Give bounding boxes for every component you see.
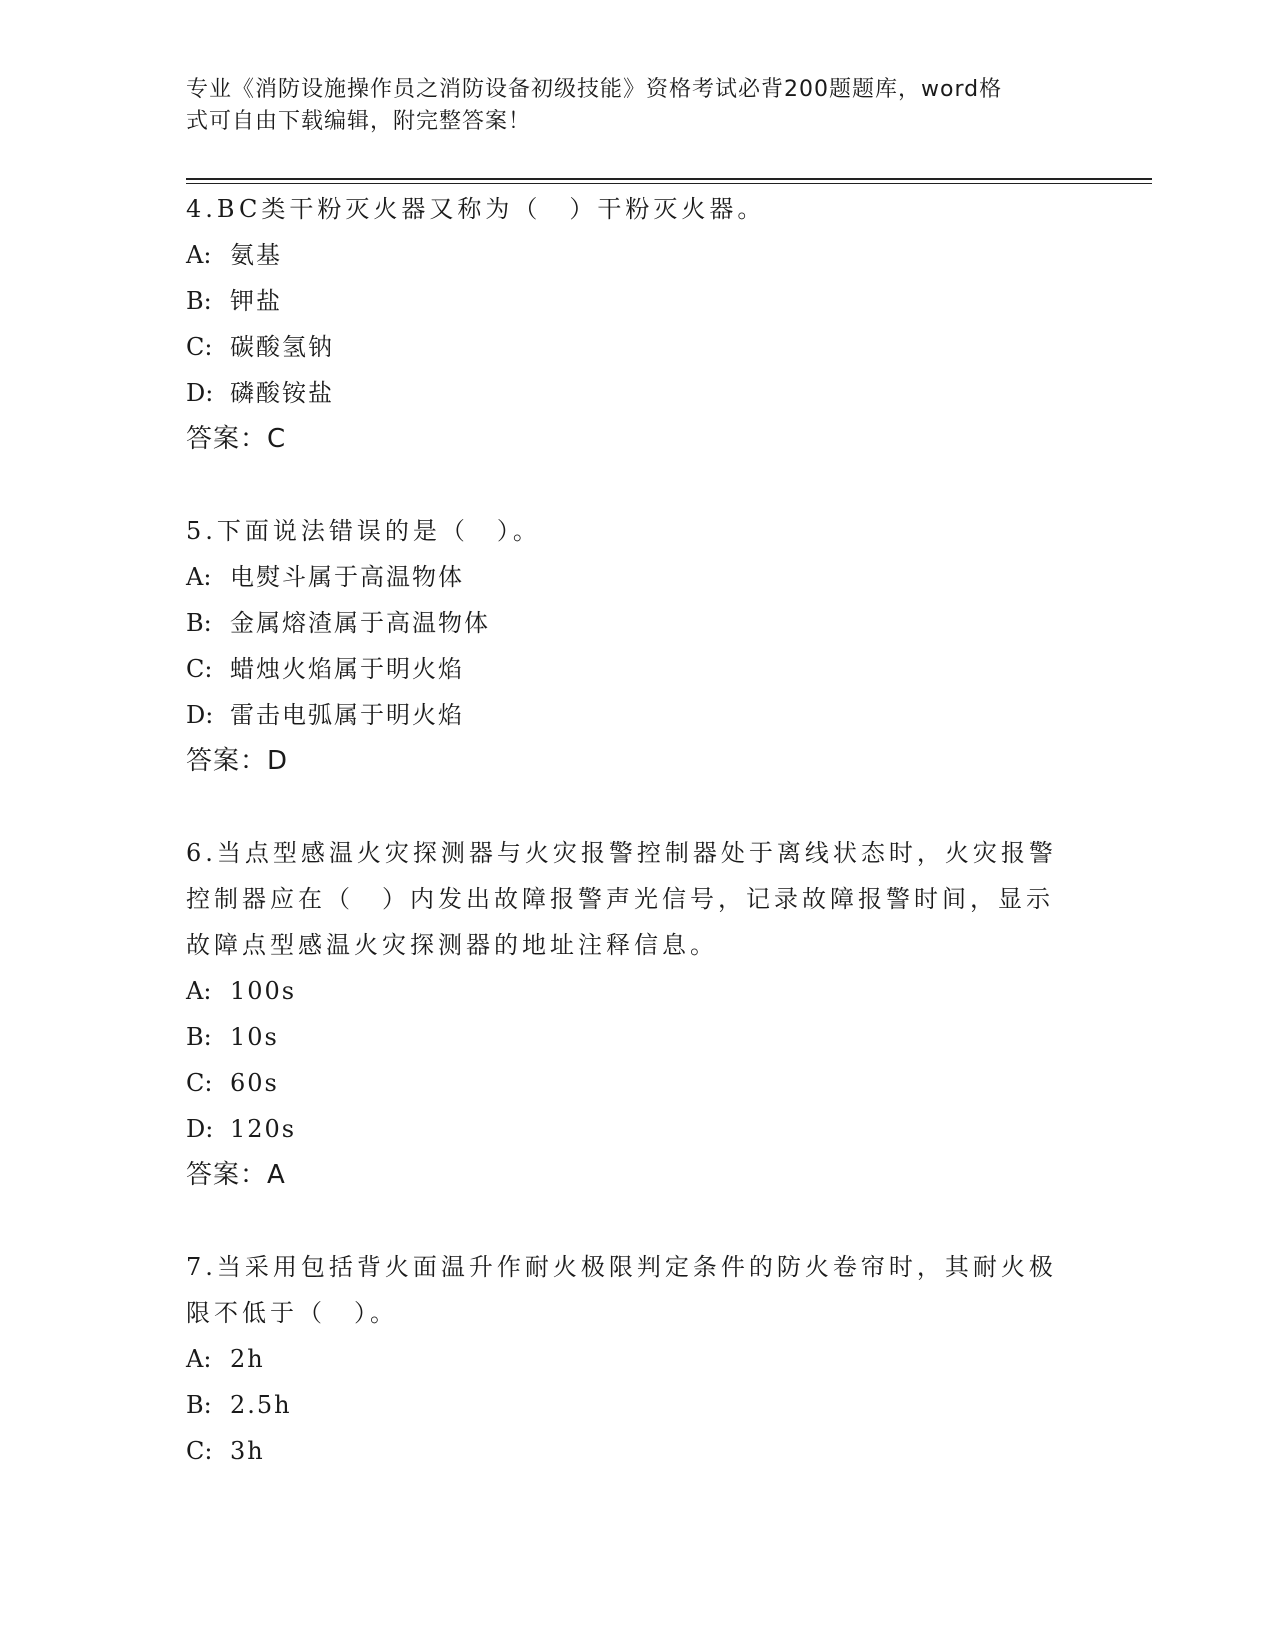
option-label: A: bbox=[186, 1345, 212, 1373]
option-label: B: bbox=[186, 1391, 212, 1419]
option-label: D: bbox=[186, 1115, 214, 1143]
option-text: 100s bbox=[230, 977, 297, 1005]
option-label: B: bbox=[186, 1023, 212, 1051]
option-text: 3h bbox=[230, 1437, 265, 1465]
option-b bbox=[186, 600, 1066, 646]
option-text: 钾盐 bbox=[230, 287, 282, 315]
option-label: B: bbox=[186, 609, 212, 637]
header-line-2: 式可自由下载编辑，附完整答案！ bbox=[186, 109, 532, 134]
option-label: D: bbox=[186, 379, 214, 407]
option-text: 10s bbox=[230, 1023, 279, 1051]
option-a bbox=[186, 232, 1066, 278]
option-label: C: bbox=[186, 655, 213, 683]
spacer bbox=[186, 1198, 1066, 1244]
option-text: 120s bbox=[230, 1115, 297, 1143]
question-4 bbox=[186, 186, 1066, 462]
question-text: 5.下面说法错误的是（ ）。 bbox=[186, 517, 541, 545]
question-6 bbox=[186, 830, 1066, 1198]
document-header bbox=[186, 74, 1066, 138]
option-d bbox=[186, 370, 1066, 416]
option-b bbox=[186, 1382, 1066, 1428]
option-a bbox=[186, 1336, 1066, 1382]
option-label: B: bbox=[186, 287, 212, 315]
option-c bbox=[186, 646, 1066, 692]
answer-line: 答案：C bbox=[186, 424, 287, 454]
option-d bbox=[186, 1106, 1066, 1152]
option-label: A: bbox=[186, 241, 212, 269]
option-label: C: bbox=[186, 333, 213, 361]
question-text: 4.BC类干粉灭火器又称为（ ）干粉灭火器。 bbox=[186, 195, 766, 223]
answer-line: 答案：D bbox=[186, 746, 289, 776]
option-a bbox=[186, 554, 1066, 600]
option-text: 雷击电弧属于明火焰 bbox=[230, 701, 464, 729]
question-list bbox=[186, 186, 1066, 1474]
spacer bbox=[186, 784, 1066, 830]
option-text: 2h bbox=[230, 1345, 265, 1373]
option-text: 2.5h bbox=[230, 1391, 292, 1419]
option-a bbox=[186, 968, 1066, 1014]
question-7 bbox=[186, 1244, 1066, 1474]
spacer bbox=[186, 462, 1066, 508]
option-b bbox=[186, 1014, 1066, 1060]
option-label: A: bbox=[186, 977, 212, 1005]
option-text: 氨基 bbox=[230, 241, 282, 269]
option-label: C: bbox=[186, 1437, 213, 1465]
option-text: 蜡烛火焰属于明火焰 bbox=[230, 655, 464, 683]
header-divider-thick bbox=[186, 178, 1152, 180]
option-text: 磷酸铵盐 bbox=[230, 379, 334, 407]
option-d bbox=[186, 692, 1066, 738]
option-text: 金属熔渣属于高温物体 bbox=[230, 609, 490, 637]
question-5 bbox=[186, 508, 1066, 784]
question-text: 6.当点型感温火灾探测器与火灾报警控制器处于离线状态时，火灾报警控制器应在（ ）内发出故障报警声光信号，记录故障报警时间，显示故障点型感温火灾探测器的地址注释信息。 bbox=[186, 839, 1057, 959]
option-text: 碳酸氢钠 bbox=[230, 333, 334, 361]
header-divider-thin bbox=[186, 183, 1152, 184]
option-text: 60s bbox=[230, 1069, 279, 1097]
option-c bbox=[186, 324, 1066, 370]
header-line-1: 专业《消防设施操作员之消防设备初级技能》资格考试必背200题题库，word格 bbox=[186, 77, 1003, 102]
answer-line: 答案：A bbox=[186, 1160, 286, 1190]
option-c bbox=[186, 1428, 1066, 1474]
question-text: 7.当采用包括背火面温升作耐火极限判定条件的防火卷帘时，其耐火极限不低于（ ）。 bbox=[186, 1253, 1057, 1327]
option-label: D: bbox=[186, 701, 214, 729]
option-b bbox=[186, 278, 1066, 324]
option-c bbox=[186, 1060, 1066, 1106]
option-label: A: bbox=[186, 563, 212, 591]
option-label: C: bbox=[186, 1069, 213, 1097]
option-text: 电熨斗属于高温物体 bbox=[230, 563, 464, 591]
